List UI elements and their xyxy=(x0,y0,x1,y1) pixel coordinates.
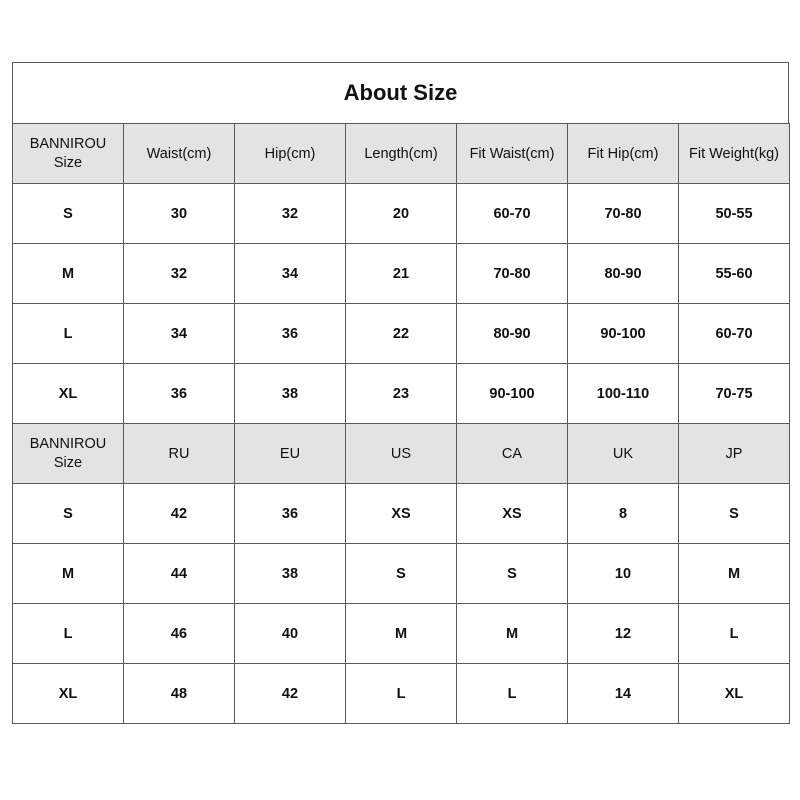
table-cell: 34 xyxy=(235,244,346,304)
column-header: Fit Weight(kg) xyxy=(679,124,790,184)
table-cell: M xyxy=(346,604,457,664)
size-label-cell: M xyxy=(13,544,124,604)
table-cell: 36 xyxy=(235,304,346,364)
table-cell: 100-110 xyxy=(568,364,679,424)
table-cell: 80-90 xyxy=(568,244,679,304)
table-cell: 8 xyxy=(568,484,679,544)
table-row xyxy=(13,484,790,544)
table-cell: 14 xyxy=(568,664,679,724)
brand-size-label: BANNIROU xyxy=(29,135,107,152)
table-cell: 42 xyxy=(235,664,346,724)
column-header: Length(cm) xyxy=(346,124,457,184)
table-row xyxy=(13,304,790,364)
table-cell: M xyxy=(679,544,790,604)
table-cell: 30 xyxy=(124,184,235,244)
size-label-cell: M xyxy=(13,244,124,304)
table-cell: 38 xyxy=(235,364,346,424)
table-cell: 38 xyxy=(235,544,346,604)
table-cell: 32 xyxy=(124,244,235,304)
table-cell: 60-70 xyxy=(679,304,790,364)
table-row xyxy=(13,544,790,604)
table-cell: L xyxy=(457,664,568,724)
size-chart xyxy=(12,62,789,724)
table-cell: XS xyxy=(346,484,457,544)
table-cell: 90-100 xyxy=(568,304,679,364)
table-cell: 90-100 xyxy=(457,364,568,424)
table-row xyxy=(13,244,790,304)
table-cell: 22 xyxy=(346,304,457,364)
size-label-cell: XL xyxy=(13,664,124,724)
table-cell: 36 xyxy=(235,484,346,544)
table-cell: 70-75 xyxy=(679,364,790,424)
column-header: US xyxy=(346,424,457,484)
table-row xyxy=(13,664,790,724)
table-cell: 42 xyxy=(124,484,235,544)
table-cell: 23 xyxy=(346,364,457,424)
table-cell: XL xyxy=(679,664,790,724)
table-cell: 21 xyxy=(346,244,457,304)
table-row xyxy=(13,604,790,664)
size-label-cell: S xyxy=(13,484,124,544)
table-cell: 50-55 xyxy=(679,184,790,244)
column-header: Fit Hip(cm) xyxy=(568,124,679,184)
brand-size-header xyxy=(13,424,124,484)
table-row xyxy=(13,364,790,424)
conversion-header-row xyxy=(13,424,790,484)
size-label-cell: S xyxy=(13,184,124,244)
table-row xyxy=(13,184,790,244)
brand-size-label: BANNIROU xyxy=(29,435,107,452)
chart-title: About Size xyxy=(12,62,789,123)
table-cell: L xyxy=(346,664,457,724)
table-cell: S xyxy=(679,484,790,544)
table-cell: 36 xyxy=(124,364,235,424)
size-label-cell: L xyxy=(13,304,124,364)
table-cell: 60-70 xyxy=(457,184,568,244)
table-cell: 55-60 xyxy=(679,244,790,304)
column-header: EU xyxy=(235,424,346,484)
table-cell: 34 xyxy=(124,304,235,364)
table-cell: 32 xyxy=(235,184,346,244)
column-header: Hip(cm) xyxy=(235,124,346,184)
column-header: UK xyxy=(568,424,679,484)
table-cell: XS xyxy=(457,484,568,544)
table-cell: 44 xyxy=(124,544,235,604)
measurements-header-row xyxy=(13,124,790,184)
size-label-cell: XL xyxy=(13,364,124,424)
size-label-cell: L xyxy=(13,604,124,664)
table-cell: S xyxy=(346,544,457,604)
brand-size-label: Size xyxy=(53,154,83,171)
column-header: JP xyxy=(679,424,790,484)
table-cell: 40 xyxy=(235,604,346,664)
column-header: CA xyxy=(457,424,568,484)
table-cell: 80-90 xyxy=(457,304,568,364)
size-table xyxy=(12,123,790,724)
table-cell: 10 xyxy=(568,544,679,604)
table-cell: 70-80 xyxy=(568,184,679,244)
table-cell: 46 xyxy=(124,604,235,664)
table-cell: L xyxy=(679,604,790,664)
table-cell: 20 xyxy=(346,184,457,244)
column-header: Fit Waist(cm) xyxy=(457,124,568,184)
table-cell: M xyxy=(457,604,568,664)
column-header: RU xyxy=(124,424,235,484)
table-cell: 48 xyxy=(124,664,235,724)
table-cell: 12 xyxy=(568,604,679,664)
brand-size-header xyxy=(13,124,124,184)
table-cell: S xyxy=(457,544,568,604)
column-header: Waist(cm) xyxy=(124,124,235,184)
brand-size-label: Size xyxy=(53,454,83,471)
table-cell: 70-80 xyxy=(457,244,568,304)
